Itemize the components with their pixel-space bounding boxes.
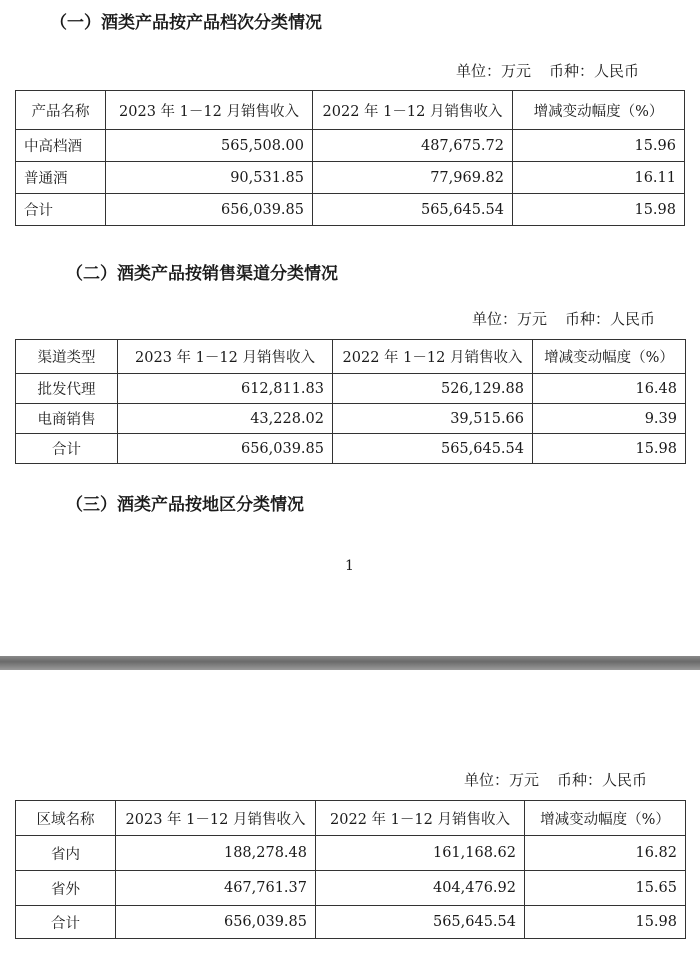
value-2023: 43,228.02 (118, 404, 333, 434)
table-row-total (16, 906, 686, 939)
table-row (16, 871, 686, 906)
section2-unit-note (472, 308, 655, 329)
value-2023: 188,278.48 (116, 836, 316, 871)
change-pct: 15.98 (513, 194, 685, 226)
change-pct: 15.98 (525, 906, 686, 939)
section2-heading: （二）酒类产品按销售渠道分类情况 (66, 264, 338, 284)
header-cell: 2022 年 1－12 月销售收入 (313, 91, 513, 130)
value-2023: 656,039.85 (106, 194, 313, 226)
header-cell: 2023 年 1－12 月销售收入 (106, 91, 313, 130)
value-2023: 467,761.37 (116, 871, 316, 906)
table-row (16, 162, 685, 194)
header-cell: 增减变动幅度（%） (525, 801, 686, 836)
header-cell: 2023 年 1－12 月销售收入 (118, 340, 333, 374)
change-pct: 15.65 (525, 871, 686, 906)
change-pct: 15.98 (533, 434, 686, 464)
row-label: 合计 (16, 434, 118, 464)
page-number: 1 (345, 558, 354, 574)
header-cell: 区域名称 (16, 801, 116, 836)
currency-label: 币种：人民币 (557, 771, 648, 789)
header-cell: 渠道类型 (16, 340, 118, 374)
value-2022: 565,645.54 (313, 194, 513, 226)
change-pct: 16.82 (525, 836, 686, 871)
currency-label: 币种：人民币 (565, 310, 656, 328)
table-row (16, 374, 686, 404)
currency-label: 币种：人民币 (549, 62, 640, 80)
row-label: 批发代理 (16, 374, 118, 404)
section3-unit-note (464, 769, 647, 790)
table-row-total (16, 434, 686, 464)
section1-unit-note (456, 60, 639, 81)
value-2023: 656,039.85 (118, 434, 333, 464)
region-table (15, 800, 686, 939)
row-label: 普通酒 (16, 162, 106, 194)
table-header-row (16, 801, 686, 836)
table-row (16, 836, 686, 871)
change-pct: 16.48 (533, 374, 686, 404)
header-cell: 2022 年 1－12 月销售收入 (316, 801, 525, 836)
header-cell: 增减变动幅度（%） (533, 340, 686, 374)
value-2022: 404,476.92 (316, 871, 525, 906)
value-2022: 487,675.72 (313, 130, 513, 162)
value-2022: 77,969.82 (313, 162, 513, 194)
value-2023: 656,039.85 (116, 906, 316, 939)
product-grade-table (15, 90, 685, 226)
row-label: 省内 (16, 836, 116, 871)
change-pct: 16.11 (513, 162, 685, 194)
header-cell: 2022 年 1－12 月销售收入 (333, 340, 533, 374)
table-header-row (16, 340, 686, 374)
change-pct: 15.96 (513, 130, 685, 162)
section1-heading: （一）酒类产品按产品档次分类情况 (50, 13, 322, 33)
table-row-total (16, 194, 685, 226)
value-2023: 90,531.85 (106, 162, 313, 194)
document-page-2 (0, 670, 700, 958)
table-row (16, 404, 686, 434)
row-label: 省外 (16, 871, 116, 906)
header-cell: 产品名称 (16, 91, 106, 130)
value-2022: 39,515.66 (333, 404, 533, 434)
row-label: 电商销售 (16, 404, 118, 434)
row-label: 合计 (16, 194, 106, 226)
header-cell: 增减变动幅度（%） (513, 91, 685, 130)
unit-label: 单位：万元 (464, 771, 540, 789)
unit-label: 单位：万元 (456, 62, 532, 80)
row-label: 合计 (16, 906, 116, 939)
table-header-row (16, 91, 685, 130)
page-separator (0, 656, 700, 670)
header-cell: 2023 年 1－12 月销售收入 (116, 801, 316, 836)
table-row (16, 130, 685, 162)
change-pct: 9.39 (533, 404, 686, 434)
unit-label: 单位：万元 (472, 310, 548, 328)
value-2022: 565,645.54 (316, 906, 525, 939)
value-2023: 565,508.00 (106, 130, 313, 162)
sales-channel-table (15, 339, 686, 464)
value-2022: 526,129.88 (333, 374, 533, 404)
value-2022: 161,168.62 (316, 836, 525, 871)
row-label: 中高档酒 (16, 130, 106, 162)
section3-heading: （三）酒类产品按地区分类情况 (66, 495, 304, 515)
value-2023: 612,811.83 (118, 374, 333, 404)
value-2022: 565,645.54 (333, 434, 533, 464)
